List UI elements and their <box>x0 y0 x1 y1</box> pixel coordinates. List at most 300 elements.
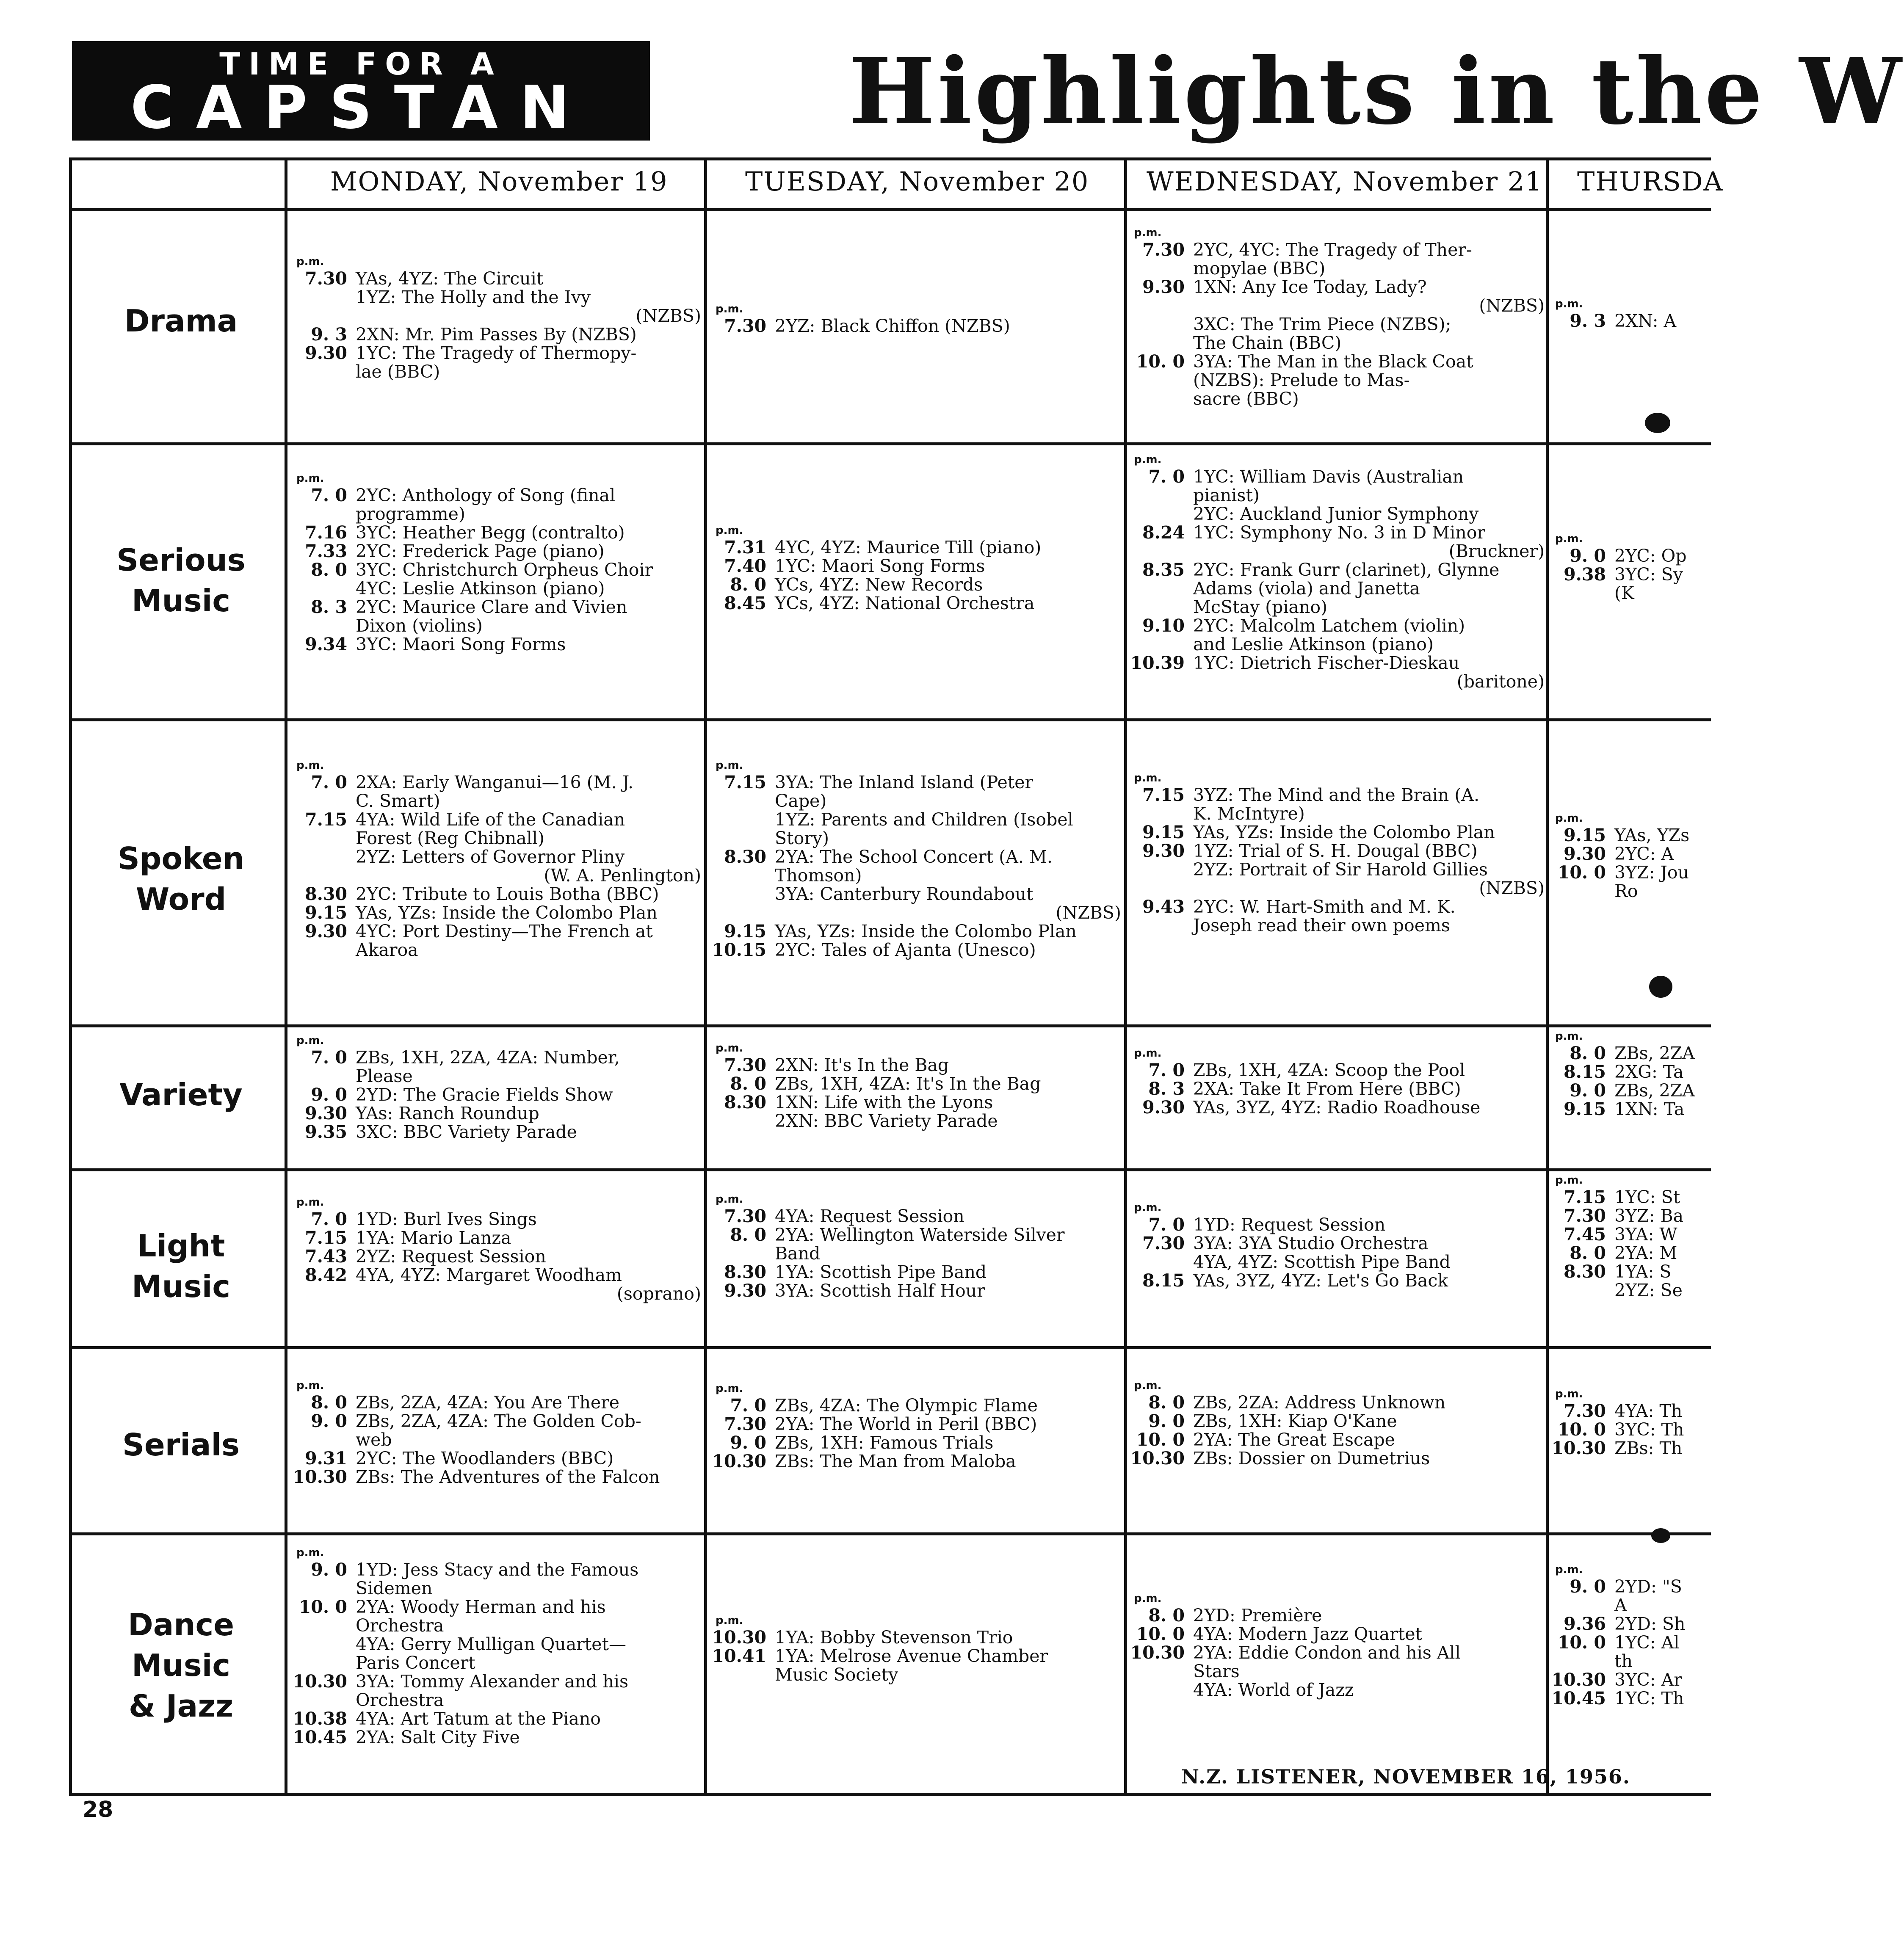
programme-text: Cape) <box>775 791 827 811</box>
programme-line <box>1130 315 1545 334</box>
category-label: Drama <box>124 303 238 339</box>
programme-line <box>1551 1244 1712 1262</box>
advert-line1: TIME FOR A <box>219 46 503 82</box>
programme-line <box>292 1579 701 1598</box>
programme-text: 1YZ: The Holly and the Ivy <box>356 287 591 307</box>
programme-text: 1YC: Maori Song Forms <box>775 556 985 576</box>
programme-line <box>1551 1596 1712 1615</box>
cell-light-thursday <box>1551 1173 1712 1300</box>
programme-text: 1YC: St <box>1614 1187 1680 1207</box>
programme-text: 2YZ: Black Chiffon (NZBS) <box>775 316 1010 336</box>
cell-dance-wednesday <box>1130 1591 1545 1699</box>
programme-time: 7.45 <box>1564 1224 1606 1245</box>
pm-label: p.m. <box>1134 772 1162 784</box>
programme-line <box>1130 672 1545 691</box>
programme-line <box>292 560 701 579</box>
programme-line <box>292 773 701 792</box>
programme-line <box>711 1665 1121 1684</box>
row-rule <box>69 1346 1711 1349</box>
programme-text: 3YC: Sy <box>1614 564 1683 585</box>
programme-line <box>1551 1615 1712 1633</box>
programme-text: Music Society <box>775 1664 898 1685</box>
programme-text: 1YD: Burl Ives Sings <box>356 1209 537 1229</box>
programme-time: 8. 0 <box>730 574 766 595</box>
programme-time: 8. 0 <box>311 1392 347 1413</box>
programme-time: 8. 0 <box>730 1074 766 1094</box>
programme-line <box>1130 1606 1545 1625</box>
programme-text: The Chain (BBC) <box>1193 333 1342 353</box>
programme-time: 8. 0 <box>1148 1605 1185 1626</box>
programme-text: ZBs, 1XH, 4ZA: Scoop the Pool <box>1193 1060 1465 1080</box>
programme-text: sacre (BBC) <box>1193 389 1299 409</box>
programme-line <box>1551 565 1712 584</box>
programme-time: 8.30 <box>305 884 347 904</box>
category-drama <box>74 301 288 341</box>
programme-text: YAs, YZs: Inside the Colombo Plan <box>1193 822 1495 842</box>
programme-time: 9.10 <box>1142 616 1185 636</box>
programme-line <box>292 269 701 288</box>
programme-text: 4YC: Port Destiny—The French at <box>356 921 653 941</box>
capstan-advert <box>72 41 650 141</box>
programme-text: ZBs: Th <box>1614 1438 1683 1458</box>
category-label: Music <box>131 1648 231 1683</box>
pm-label: p.m. <box>296 1034 324 1047</box>
programme-time: 10.30 <box>1130 1448 1185 1468</box>
programme-time: 7.30 <box>1564 1206 1606 1226</box>
cell-serious-wednesday <box>1130 452 1545 691</box>
programme-text: ZBs, 2ZA <box>1614 1080 1695 1101</box>
programme-text: ZBs: The Man from Maloba <box>775 1451 1016 1471</box>
programme-line <box>711 317 1121 335</box>
programme-time: 9.31 <box>305 1448 347 1468</box>
programme-text: 2YD: The Gracie Fields Show <box>356 1085 613 1105</box>
programme-line <box>1551 1044 1712 1063</box>
publication-line: N.Z. LISTENER, NOVEMBER 16, 1956. <box>1181 1765 1630 1788</box>
programme-line <box>1130 523 1545 542</box>
programme-text: 2YC: Tribute to Louis Botha (BBC) <box>356 884 659 904</box>
programme-text: ZBs, 4ZA: The Olympic Flame <box>775 1395 1038 1416</box>
programme-text: YCs, 4YZ: National Orchestra <box>775 593 1035 613</box>
programme-line <box>1130 1098 1545 1117</box>
programme-line <box>292 1560 701 1579</box>
programme-line <box>711 773 1121 792</box>
category-variety <box>74 1074 288 1115</box>
programme-text: 1YC: The Tragedy of Thermopy- <box>356 343 637 363</box>
programme-text: ZBs, 2ZA, 4ZA: The Golden Cob- <box>356 1411 641 1431</box>
programme-time: 10.15 <box>712 940 766 960</box>
programme-time: 9. 0 <box>1570 546 1606 566</box>
programme-line <box>711 1628 1121 1647</box>
programme-line <box>711 1226 1121 1244</box>
programme-time: 7.15 <box>1142 785 1185 805</box>
programme-text: 1YD: Jess Stacy and the Famous <box>356 1560 639 1580</box>
programme-line <box>1130 1271 1545 1290</box>
programme-line <box>1551 1633 1712 1652</box>
programme-time: 7.31 <box>724 537 766 558</box>
programme-text: 4YA: Modern Jazz Quartet <box>1193 1624 1423 1644</box>
programme-line <box>1130 467 1545 486</box>
programme-line <box>1551 826 1712 845</box>
programme-text: 2YC: Op <box>1614 546 1687 566</box>
programme-time: 9.30 <box>724 1281 766 1301</box>
programme-time: 9. 0 <box>311 1085 347 1105</box>
programme-text: Band <box>775 1243 821 1264</box>
programme-line <box>1130 542 1545 560</box>
programme-time: 10. 0 <box>1557 1419 1606 1440</box>
programme-time: 7.30 <box>1564 1401 1606 1421</box>
programme-text: 4YA, 4YZ: Margaret Woodham <box>356 1265 622 1285</box>
programme-line <box>1130 486 1545 505</box>
programme-line <box>1551 845 1712 863</box>
programme-time: 7.40 <box>724 556 766 576</box>
programme-line <box>711 847 1121 866</box>
programme-time: 10.30 <box>293 1671 347 1692</box>
programme-time: 9.15 <box>1142 822 1185 842</box>
programme-line <box>1551 1063 1712 1081</box>
programme-text: 1YC: William Davis (Australian <box>1193 466 1464 487</box>
programme-time: 8. 0 <box>1570 1243 1606 1263</box>
programme-line <box>1130 879 1545 897</box>
programme-line <box>711 866 1121 885</box>
category-light-music <box>74 1226 288 1307</box>
programme-time: 9. 0 <box>311 1560 347 1580</box>
programme-line <box>711 1415 1121 1433</box>
programme-time: 10.30 <box>1130 1642 1185 1663</box>
programme-line <box>711 538 1121 557</box>
programme-time: 10.39 <box>1130 653 1185 673</box>
programme-text: 1XN: Life with the Lyons <box>775 1092 993 1112</box>
programme-line <box>292 362 701 381</box>
programme-text: 3YC: Maori Song Forms <box>356 634 566 654</box>
cell-serious-tuesday <box>711 523 1121 613</box>
programme-line <box>711 1452 1121 1471</box>
programme-text: ZBs: The Adventures of the Falcon <box>356 1467 660 1487</box>
programme-line <box>292 922 701 941</box>
programme-time: 8.30 <box>724 1092 766 1112</box>
column-rule <box>1124 157 1127 1796</box>
programme-text: 3YA: 3YA Studio Orchestra <box>1193 1233 1429 1253</box>
programme-line <box>292 847 701 866</box>
programme-time: 7.15 <box>724 772 766 792</box>
programme-text: 2YA: Salt City Five <box>356 1727 520 1747</box>
pm-label: p.m. <box>1134 453 1162 466</box>
pm-label: p.m. <box>1555 1388 1583 1400</box>
programme-time: 9.15 <box>1564 825 1606 845</box>
programme-line <box>292 1123 701 1141</box>
programme-text: 2YC: Maurice Clare and Vivien <box>356 597 627 617</box>
programme-text: 2YA: The Great Escape <box>1193 1430 1395 1450</box>
programme-line <box>292 1210 701 1228</box>
programme-text: 3YZ: The Mind and the Brain (A. <box>1193 785 1479 805</box>
programme-line <box>292 523 701 542</box>
row-rule <box>69 1532 1711 1535</box>
programme-text: ZBs, 2ZA <box>1614 1043 1695 1063</box>
programme-text: Paris Concert <box>356 1653 475 1673</box>
programme-text: Orchestra <box>356 1615 444 1636</box>
programme-time: 10.41 <box>712 1646 766 1666</box>
programme-line <box>1130 860 1545 879</box>
programme-line <box>1130 1449 1545 1468</box>
programme-time: 8.45 <box>724 593 766 613</box>
programme-line <box>1551 1439 1712 1457</box>
pm-label: p.m. <box>1134 1379 1162 1392</box>
category-label: Light <box>137 1228 225 1264</box>
programme-text: 4YA: Request Session <box>775 1206 964 1226</box>
programme-text: YCs, 4YZ: New Records <box>775 574 983 595</box>
cell-light-monday <box>292 1195 701 1303</box>
programme-line <box>292 1104 701 1123</box>
cell-variety-monday <box>292 1033 701 1141</box>
pm-label: p.m. <box>296 759 324 772</box>
programme-line <box>1551 1670 1712 1689</box>
programme-time: 9. 0 <box>311 1411 347 1431</box>
programme-time: 10. 0 <box>1557 1632 1606 1653</box>
advert-line2: CAPSTAN <box>130 73 591 142</box>
programme-line <box>292 866 701 885</box>
programme-text: Stars <box>1193 1661 1240 1681</box>
cell-drama-tuesday <box>711 301 1121 335</box>
cell-drama-thursday <box>1551 296 1712 330</box>
programme-time: 9.30 <box>1564 844 1606 864</box>
programme-text: 4YA: World of Jazz <box>1193 1680 1354 1700</box>
programme-line <box>1130 352 1545 371</box>
programme-text: YAs, YZs <box>1614 825 1690 845</box>
programme-text: ZBs, 1XH, 2ZA, 4ZA: Number, <box>356 1047 620 1068</box>
programme-line <box>1551 1262 1712 1281</box>
programme-line <box>711 1281 1121 1300</box>
category-serials <box>74 1424 288 1465</box>
programme-text: (NZBS) <box>1479 295 1545 316</box>
programme-time: 9.38 <box>1564 564 1606 585</box>
programme-text: 1YD: Request Session <box>1193 1215 1386 1235</box>
programme-line <box>711 1263 1121 1281</box>
programme-text: (NZBS): Prelude to Mas- <box>1193 370 1410 390</box>
day-header-wednesday: WEDNESDAY, November 21 <box>1147 166 1543 197</box>
programme-line <box>1551 1402 1712 1420</box>
programme-text: Dixon (violins) <box>356 616 483 636</box>
programme-line <box>1551 1420 1712 1439</box>
programme-line <box>292 1228 701 1247</box>
programme-text: Forest (Reg Chibnall) <box>356 828 544 848</box>
programme-line <box>711 922 1121 941</box>
day-header-tuesday: TUESDAY, November 20 <box>745 166 1089 197</box>
programme-line <box>1130 1662 1545 1681</box>
programme-line <box>711 1433 1121 1452</box>
pm-label: p.m. <box>1555 812 1583 825</box>
programme-time: 7. 0 <box>1148 1060 1185 1080</box>
programme-time: 10. 0 <box>1136 1624 1185 1644</box>
programme-text: 1YC: Dietrich Fischer-Dieskau <box>1193 653 1460 673</box>
programme-text: 3YA: The Inland Island (Peter <box>775 772 1034 792</box>
category-serious-music <box>74 540 288 621</box>
programme-time: 7.43 <box>305 1246 347 1267</box>
programme-text: 2YA: Woody Herman and his <box>356 1597 606 1617</box>
cell-serious-monday <box>292 471 701 654</box>
programme-text: 3XC: The Trim Piece (NZBS); <box>1193 314 1451 334</box>
programme-line <box>1130 1253 1545 1271</box>
programme-line <box>1130 278 1545 296</box>
programme-text: 4YA: Wild Life of the Canadian <box>356 809 625 830</box>
pm-label: p.m. <box>1134 1592 1162 1605</box>
programme-text: 1YZ: Trial of S. H. Dougal (BBC) <box>1193 841 1478 861</box>
programme-time: 7. 0 <box>1148 466 1185 487</box>
programme-line <box>1130 635 1545 654</box>
category-label: Spoken <box>118 841 244 876</box>
pm-label: p.m. <box>1555 1563 1583 1576</box>
programme-time: 7.33 <box>305 541 347 561</box>
programme-time: 10. 0 <box>298 1597 347 1617</box>
pm-label: p.m. <box>296 1546 324 1559</box>
programme-time: 7.30 <box>1142 240 1185 260</box>
programme-text: and Leslie Atkinson (piano) <box>1193 634 1434 654</box>
cell-drama-monday <box>292 254 701 381</box>
programme-line <box>292 829 701 847</box>
programme-text: 3YA: Scottish Half Hour <box>775 1281 985 1301</box>
programme-time: 7.30 <box>1142 1233 1185 1253</box>
programme-line <box>711 1244 1121 1263</box>
programme-line <box>1130 1393 1545 1412</box>
programme-line <box>1130 1215 1545 1234</box>
programme-text: Ro <box>1614 881 1638 901</box>
programme-text: (K <box>1614 583 1634 603</box>
column-rule <box>704 157 707 1796</box>
programme-time: 7.30 <box>724 316 766 336</box>
programme-text: Akaroa <box>356 940 418 960</box>
programme-time: 10. 0 <box>1136 1430 1185 1450</box>
programme-line <box>292 505 701 523</box>
programme-time: 9.15 <box>305 903 347 923</box>
programme-text: 1YA: Scottish Pipe Band <box>775 1262 987 1282</box>
pm-label: p.m. <box>1134 1047 1162 1060</box>
programme-time: 8. 0 <box>1570 1043 1606 1063</box>
programme-line <box>1130 804 1545 823</box>
programme-time: 9.43 <box>1142 897 1185 917</box>
programme-line <box>292 325 701 344</box>
programme-text: 1XN: Any Ice Today, Lady? <box>1193 277 1427 297</box>
programme-time: 9. 3 <box>311 324 347 345</box>
programme-line <box>292 1266 701 1284</box>
programme-time: 9.15 <box>1564 1099 1606 1119</box>
programme-line <box>711 903 1121 922</box>
programme-line <box>292 1635 701 1653</box>
programme-text: 4YA, 4YZ: Scottish Pipe Band <box>1193 1252 1451 1272</box>
programme-text: 3YA: Canterbury Roundabout <box>775 884 1034 904</box>
cell-spoken-monday <box>292 758 701 959</box>
programme-line <box>1130 616 1545 635</box>
programme-text: Adams (viola) and Janetta <box>1193 578 1420 599</box>
programme-time: 9.30 <box>305 1103 347 1123</box>
category-label: Serials <box>122 1427 240 1463</box>
programme-text: 2YA: Eddie Condon and his All <box>1193 1642 1461 1663</box>
programme-text: 1YZ: Parents and Children (Isobel <box>775 809 1073 830</box>
programme-line <box>292 1728 701 1747</box>
cell-light-wednesday <box>1130 1200 1545 1290</box>
category-dance-music-jazz <box>74 1604 288 1726</box>
programme-text: 2XA: Take It From Here (BBC) <box>1193 1079 1461 1099</box>
row-rule <box>69 1168 1711 1171</box>
pm-label: p.m. <box>296 472 324 485</box>
pm-label: p.m. <box>296 1196 324 1209</box>
programme-time: 9.36 <box>1564 1614 1606 1634</box>
programme-text: (NZBS) <box>1479 878 1545 898</box>
ink-blot <box>1645 413 1670 433</box>
pm-label: p.m. <box>716 1193 743 1206</box>
ink-blot <box>1649 976 1672 998</box>
programme-time: 8. 3 <box>1148 1079 1185 1099</box>
programme-line <box>711 557 1121 575</box>
programme-line <box>1551 1652 1712 1670</box>
programme-time: 10.30 <box>712 1451 766 1471</box>
programme-line <box>1130 1412 1545 1430</box>
day-header-thursday: THURSDA <box>1577 166 1724 197</box>
programme-line <box>1551 1206 1712 1225</box>
programme-text: Story) <box>775 828 829 848</box>
column-rule <box>285 157 287 1796</box>
programme-time: 10. 0 <box>1136 351 1185 372</box>
programme-line <box>1551 863 1712 882</box>
column-rule <box>1546 157 1549 1796</box>
programme-line <box>292 792 701 810</box>
programme-text: 3YZ: Ba <box>1614 1206 1684 1226</box>
programme-time: 7.15 <box>305 1228 347 1248</box>
programme-text: A <box>1614 1595 1627 1615</box>
programme-line <box>1130 916 1545 935</box>
row-rule <box>69 208 1711 211</box>
programme-line <box>1551 1281 1712 1300</box>
programme-text: 4YA: Th <box>1614 1401 1683 1421</box>
programme-line <box>1551 584 1712 602</box>
programme-text: Thomson) <box>775 865 862 886</box>
programme-line <box>711 1056 1121 1074</box>
programme-text: YAs, 3YZ, 4YZ: Radio Roadhouse <box>1193 1097 1481 1118</box>
programme-text: 4YA: Art Tatum at the Piano <box>356 1709 601 1729</box>
programme-line <box>292 1085 701 1104</box>
programme-line <box>292 885 701 903</box>
category-label: & Jazz <box>128 1688 234 1724</box>
pm-label: p.m. <box>716 1614 743 1627</box>
page-headline: Highlights in the W <box>849 38 1904 145</box>
programme-text: 2YZ: Se <box>1614 1280 1683 1300</box>
pm-label: p.m. <box>716 524 743 537</box>
programme-line <box>292 1598 701 1616</box>
programme-text: ZBs, 1XH, 4ZA: It's In the Bag <box>775 1074 1041 1094</box>
cell-spoken-wednesday <box>1130 770 1545 935</box>
programme-text: 3XC: BBC Variety Parade <box>356 1122 577 1142</box>
programme-time: 8.15 <box>1142 1270 1185 1291</box>
programme-text: 2YC: Frank Gurr (clarinet), Glynne <box>1193 560 1500 580</box>
programme-line <box>1551 1689 1712 1708</box>
category-label: Variety <box>119 1077 243 1112</box>
programme-text: (W. A. Penlington) <box>544 865 701 886</box>
programme-text: McStay (piano) <box>1193 597 1328 617</box>
programme-time: 10.30 <box>293 1467 347 1487</box>
programme-line <box>292 941 701 959</box>
programme-line <box>1130 786 1545 804</box>
cell-serials-thursday <box>1551 1386 1712 1457</box>
programme-line <box>292 1468 701 1486</box>
programme-text: 3YZ: Jou <box>1614 862 1689 883</box>
programme-line <box>292 810 701 829</box>
programme-text: 2XG: Ta <box>1614 1062 1684 1082</box>
programme-line <box>292 1284 701 1303</box>
cell-variety-thursday <box>1551 1029 1712 1118</box>
category-label: Word <box>135 881 227 917</box>
programme-line <box>1130 240 1545 259</box>
programme-text: (soprano) <box>616 1284 701 1304</box>
programme-text: mopylae (BBC) <box>1193 258 1326 279</box>
programme-text: ZBs: Dossier on Dumetrius <box>1193 1448 1430 1468</box>
programme-time: 7. 0 <box>1148 1215 1185 1235</box>
